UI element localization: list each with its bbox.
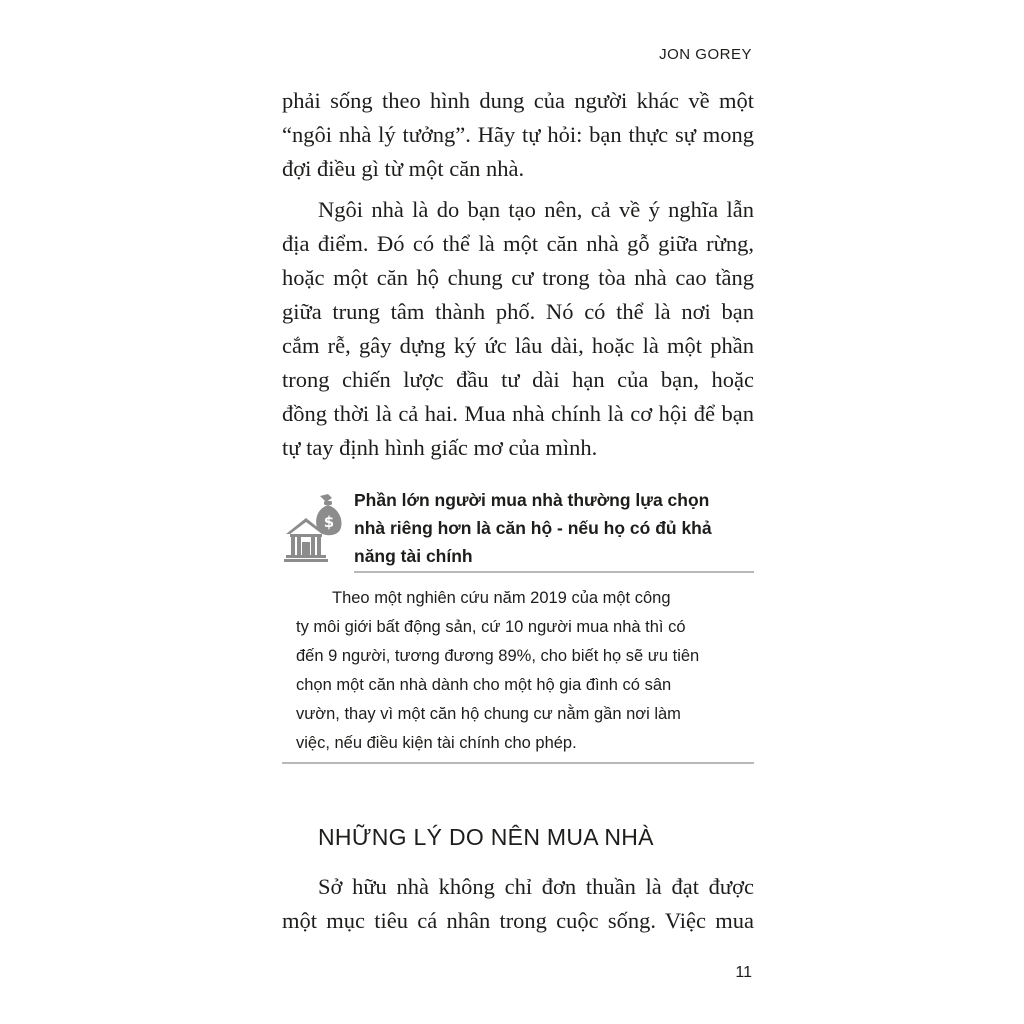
- paragraph-line: giữa trung tâm thành phố. Nó có thể là nơi bạn: [282, 299, 754, 324]
- paragraph-line: Sở hữu nhà không chỉ đơn thuần là đạt được: [318, 874, 754, 899]
- callout-title-line: Phần lớn người mua nhà thường lựa chọn: [354, 490, 710, 510]
- running-header-author: JON GOREY: [659, 46, 752, 63]
- svg-text:$: $: [323, 513, 335, 531]
- callout-title-line: năng tài chính: [354, 546, 473, 566]
- paragraph-line: hoặc một căn hộ chung cư trong tòa nhà cao tầng: [282, 265, 754, 290]
- callout-divider-top: [354, 571, 754, 573]
- paragraph-line: đợi điều gì từ một căn nhà.: [282, 156, 525, 181]
- callout-body-line: Theo một nghiên cứu năm 2019 của một công: [332, 589, 671, 607]
- paragraph-continued: [282, 84, 754, 186]
- callout-body-line: đến 9 người, tương đương 89%, cho biết họ sẽ ưu tiên: [296, 647, 700, 665]
- callout-body-line: vườn, thay vì một căn hộ chung cư nằm gần nơi làm: [296, 705, 681, 723]
- paragraph-line: địa điểm. Đó có thể là một căn nhà gỗ giữa rừng,: [282, 231, 754, 256]
- section-intro-paragraph: [282, 870, 754, 938]
- callout-body: [296, 584, 754, 758]
- callout-body-line: việc, nếu điều kiện tài chính cho phép.: [296, 734, 577, 752]
- section-heading: NHỮNG LÝ DO NÊN MUA NHÀ: [318, 824, 654, 850]
- paragraph-line: trong chiến lược đầu tư dài hạn của bạn, hoặc: [282, 367, 754, 392]
- paragraph-line: đồng thời là cả hai. Mua nhà chính là cơ hội để bạn: [282, 401, 754, 426]
- paragraph-line: “ngôi nhà lý tưởng”. Hãy tự hỏi: bạn thực sự mong: [282, 122, 754, 147]
- paragraph-line: một mục tiêu cá nhân trong cuộc sống. Việc mua: [282, 908, 754, 933]
- callout-body-line: ty môi giới bất động sản, cứ 10 người mua nhà thì có: [296, 618, 686, 636]
- house-money-bag-icon: [282, 492, 348, 564]
- paragraph-line: Ngôi nhà là do bạn tạo nên, cả về ý nghĩa lẫn: [318, 197, 754, 222]
- callout-title-line: nhà riêng hơn là căn hộ - nếu họ có đủ khả: [354, 518, 712, 538]
- callout-title: [354, 486, 754, 570]
- paragraph-home-meaning: [282, 193, 754, 465]
- page-number: 11: [735, 964, 752, 981]
- paragraph-line: tự tay định hình giấc mơ của mình.: [282, 435, 598, 460]
- callout-divider-bottom: [282, 762, 754, 764]
- paragraph-line: phải sống theo hình dung của người khác về một: [282, 88, 754, 113]
- paragraph-line: cắm rễ, gây dựng ký ức lâu dài, hoặc là một phần: [282, 333, 754, 358]
- callout-body-line: chọn một căn nhà dành cho một hộ gia đình có sân: [296, 676, 672, 694]
